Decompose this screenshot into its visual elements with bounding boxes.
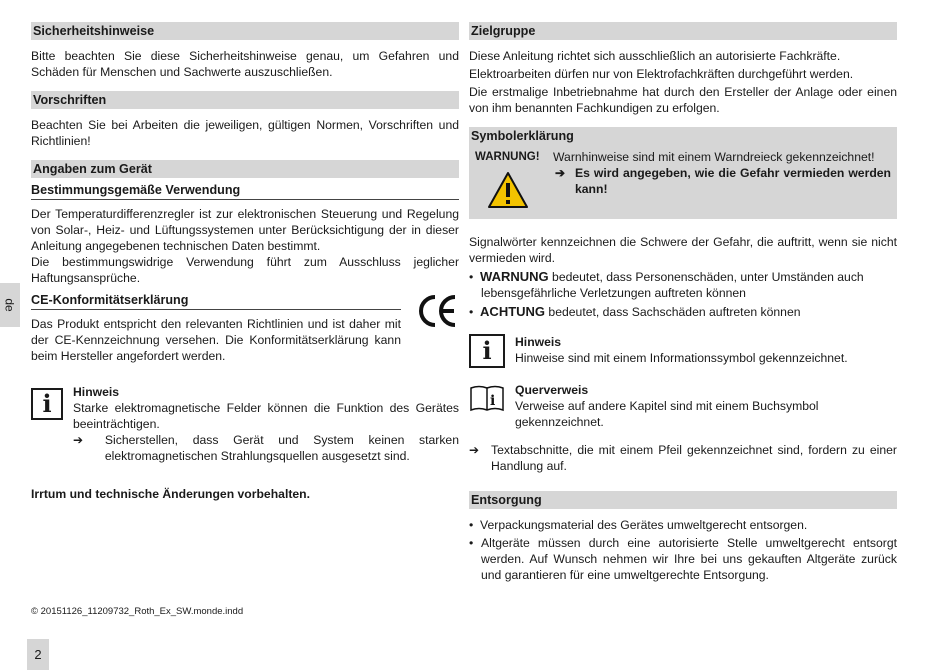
use-text-1: Der Temperaturdifferenzregler ist zur elektronischen Steuerung und Regelung von Solar-, Heiz- und Lüftungssystemen unter Berücksichtigung der in dieser Anleitung angegebenen technischen Daten bestimmt. bbox=[31, 207, 459, 253]
warning-text: Warnhinweise sind mit einem Warndreieck gekennzeichnet! bbox=[553, 150, 875, 164]
xref-text: Verweise auf andere Kapitel sind mit einem Buchsymbol gekennzeichnet. bbox=[515, 399, 819, 429]
caution-word-text: bedeutet, dass Sachschäden auftreten können bbox=[545, 305, 801, 319]
disposal-item-1: • Verpackungsmaterial des Gerätes umweltgerecht entsorgen. bbox=[469, 518, 808, 532]
subheader-intended-use: Bestimmungsgemäße Verwendung bbox=[31, 182, 459, 200]
warning-word-text: bedeutet, dass Personenschäden, unter Umständen auch lebensgefährliche Verletzungen auftreten können bbox=[481, 270, 864, 300]
disposal-text-1: Verpackungsmaterial des Gerätes umweltgerecht entsorgen. bbox=[480, 518, 808, 532]
note-text: Starke elektromagnetische Felder können die Funktion des Gerätes beeinträchtigen. bbox=[73, 401, 459, 431]
arrow-right-icon: ➔ bbox=[73, 433, 84, 447]
language-tab bbox=[0, 283, 20, 327]
bullet-caution: • ACHTUNG bedeutet, dass Sachschäden auftreten können bbox=[469, 304, 801, 319]
info-icon: i bbox=[469, 334, 505, 368]
target-text-1: Diese Anleitung richtet sich ausschließlich an autorisierte Fachkräfte. bbox=[469, 49, 841, 63]
note-block bbox=[31, 384, 459, 464]
disposal-item-2: • Altgeräte müssen durch eine autorisierte Stelle umweltgerecht entsorgt werden. Auf Wunsch nehmen wir Ihre bei uns gekauften Altgeräte zurück und garantieren für eine umweltgerechte Entsorgung. bbox=[469, 536, 897, 582]
subheader-ce: CE-Konformitätserklärung bbox=[31, 292, 401, 310]
target-text-3: Die erstmalige Inbetriebnahme hat durch den Ersteller der Anlage oder einen von ihm benannten Fachkundigen zu erfolgen. bbox=[469, 85, 897, 115]
rules-text: Beachten Sie bei Arbeiten die jeweiligen, gültigen Normen, Vorschriften und Richtlinien! bbox=[31, 118, 459, 148]
section-header-target: Zielgruppe bbox=[469, 22, 897, 40]
warning-label: WARNUNG! bbox=[475, 151, 540, 163]
arrow-right-icon: ➔ bbox=[555, 166, 566, 180]
ce-text: Das Produkt entspricht den relevanten Richtlinien und ist daher mit der CE-Kennzeichnung versehen. Die Konformitätserklärung kann beim Hersteller angefordert werden. bbox=[31, 317, 401, 363]
hint-title: Hinweis bbox=[515, 335, 562, 349]
arrow-explanation bbox=[469, 442, 897, 474]
warning-triangle-icon bbox=[487, 171, 529, 209]
xref-title: Querverweis bbox=[515, 383, 589, 397]
section-header-disposal: Entsorgung bbox=[469, 491, 897, 509]
caution-word: ACHTUNG bbox=[480, 304, 546, 319]
use-text-2: Die bestimmungswidrige Verwendung führt zum Ausschluss jeglicher Haftungsansprüche. bbox=[31, 255, 459, 285]
ce-mark-icon bbox=[417, 294, 459, 332]
signal-text: Signalwörter kennzeichnen die Schwere der Gefahr, die auftritt, wenn sie nicht vermieden wird. bbox=[469, 235, 897, 265]
arrow-text: Textabschnitte, die mit einem Pfeil gekennzeichnet sind, fordern zu einer Handlung auf. bbox=[491, 443, 897, 473]
safety-text: Bitte beachten Sie diese Sicherheitshinweise genau, um Gefahren und Schäden für Menschen und Sachwerte auszuschließen. bbox=[31, 49, 459, 79]
disposal-text-2: Altgeräte müssen durch eine autorisierte Stelle umweltgerecht entsorgt werden. Auf Wunsch nehmen wir Ihre bei uns gekauften Altgeräte zurück und garantieren für eine umweltgerechte Entsorgung. bbox=[481, 536, 897, 582]
note-action bbox=[73, 432, 459, 464]
right-column bbox=[469, 22, 897, 583]
warning-action bbox=[553, 165, 891, 197]
book-icon bbox=[469, 384, 505, 412]
hint-text: Hinweise sind mit einem Informationssymbol gekennzeichnet. bbox=[515, 351, 848, 365]
xref-block bbox=[469, 382, 897, 430]
warning-word: WARNUNG bbox=[480, 269, 549, 284]
info-icon: i bbox=[31, 388, 63, 420]
bullet-warning: • WARNUNG bedeutet, dass Personenschäden, unter Umständen auch lebensgefährliche Verletzungen auftreten können bbox=[469, 269, 864, 300]
footer-filename: © 20151126_11209732_Roth_Ex_SW.monde.indd bbox=[31, 606, 244, 617]
warning-box bbox=[469, 145, 897, 219]
warning-action-text: Es wird angegeben, wie die Gefahr vermieden werden kann! bbox=[575, 166, 891, 196]
page-number: 2 bbox=[27, 639, 49, 670]
target-text-2: Elektroarbeiten dürfen nur von Elektrofachkräften durchgeführt werden. bbox=[469, 67, 854, 81]
left-column bbox=[31, 22, 459, 502]
note-title: Hinweis bbox=[73, 385, 120, 399]
language-label: de bbox=[2, 298, 17, 312]
svg-text:i: i bbox=[490, 393, 496, 409]
section-header-safety: Sicherheitshinweise bbox=[31, 22, 459, 40]
section-header-rules: Vorschriften bbox=[31, 91, 459, 109]
section-header-symbols: Symbolerklärung bbox=[469, 127, 897, 145]
note-action-text: Sicherstellen, dass Gerät und System keinen starken elektromagnetischen Strahlungsquellen ausgesetzt sind. bbox=[104, 433, 459, 463]
arrow-right-icon: ➔ bbox=[469, 443, 480, 457]
section-header-device: Angaben zum Gerät bbox=[31, 160, 459, 178]
disclaimer: Irrtum und technische Änderungen vorbehalten. bbox=[31, 487, 310, 501]
hint-block bbox=[469, 334, 897, 368]
